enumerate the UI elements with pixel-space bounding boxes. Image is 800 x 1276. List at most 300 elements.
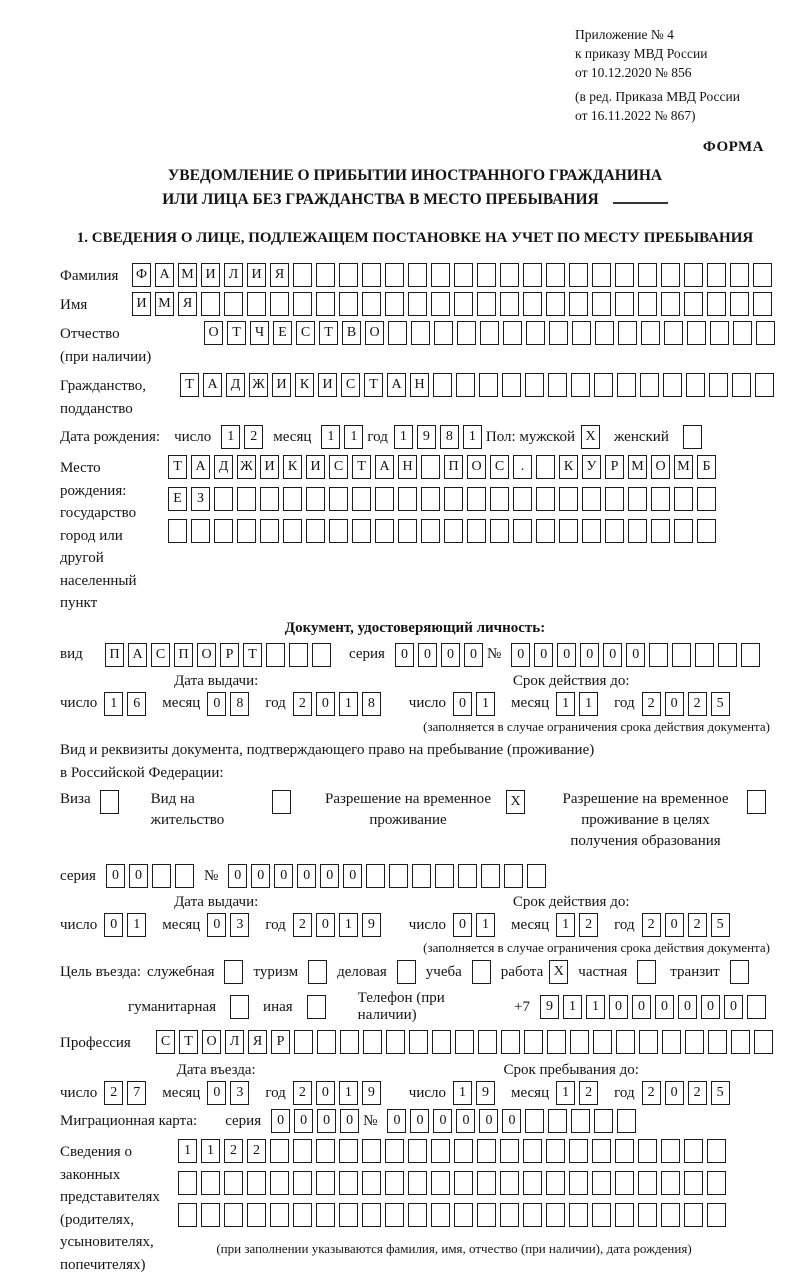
char-cell[interactable] xyxy=(398,487,417,511)
char-cell[interactable]: 0 xyxy=(534,643,553,667)
char-cell[interactable] xyxy=(569,1171,588,1195)
char-cell[interactable] xyxy=(730,292,749,316)
char-cell[interactable] xyxy=(756,321,775,345)
char-cell[interactable] xyxy=(501,1030,520,1054)
char-cell[interactable] xyxy=(201,292,220,316)
char-cell[interactable] xyxy=(592,1139,611,1163)
char-cell[interactable]: 0 xyxy=(511,643,530,667)
char-cell[interactable] xyxy=(270,292,289,316)
char-cell[interactable]: 1 xyxy=(339,913,358,937)
char-cell[interactable] xyxy=(592,1171,611,1195)
char-cell[interactable]: 0 xyxy=(464,643,483,667)
char-cell[interactable] xyxy=(527,864,546,888)
char-cell[interactable] xyxy=(352,487,371,511)
char-cell[interactable] xyxy=(385,292,404,316)
char-cell[interactable]: 0 xyxy=(701,995,720,1019)
char-cell[interactable]: 0 xyxy=(632,995,651,1019)
char-cell[interactable]: 0 xyxy=(104,913,123,937)
char-cell[interactable]: 2 xyxy=(293,1081,312,1105)
char-cell[interactable] xyxy=(362,263,381,287)
char-cell[interactable]: Е xyxy=(168,487,187,511)
char-cell[interactable]: А xyxy=(387,373,406,397)
char-cell[interactable] xyxy=(640,373,659,397)
char-cell[interactable] xyxy=(175,864,194,888)
char-cell[interactable] xyxy=(490,519,509,543)
char-cell[interactable]: 3 xyxy=(230,1081,249,1105)
char-cell[interactable]: 7 xyxy=(127,1081,146,1105)
char-cell[interactable] xyxy=(559,519,578,543)
char-cell[interactable] xyxy=(618,321,637,345)
char-cell[interactable]: 2 xyxy=(224,1139,243,1163)
char-cell[interactable] xyxy=(293,1139,312,1163)
char-cell[interactable] xyxy=(592,263,611,287)
char-cell[interactable]: 0 xyxy=(251,864,270,888)
char-cell[interactable] xyxy=(411,321,430,345)
char-cell[interactable]: 9 xyxy=(540,995,559,1019)
char-cell[interactable] xyxy=(477,1203,496,1227)
char-cell[interactable]: 0 xyxy=(665,1081,684,1105)
char-cell[interactable] xyxy=(662,1030,681,1054)
char-cell[interactable] xyxy=(283,519,302,543)
purpose-private-checkbox[interactable] xyxy=(637,960,656,984)
char-cell[interactable] xyxy=(569,263,588,287)
char-cell[interactable]: 1 xyxy=(556,913,575,937)
char-cell[interactable]: 6 xyxy=(127,692,146,716)
char-cell[interactable]: 0 xyxy=(316,1081,335,1105)
char-cell[interactable]: Ж xyxy=(249,373,268,397)
char-cell[interactable] xyxy=(549,321,568,345)
char-cell[interactable] xyxy=(237,487,256,511)
char-cell[interactable]: И xyxy=(272,373,291,397)
char-cell[interactable]: 0 xyxy=(456,1109,475,1133)
char-cell[interactable] xyxy=(293,1203,312,1227)
char-cell[interactable]: Т xyxy=(243,643,262,667)
char-cell[interactable] xyxy=(479,373,498,397)
char-cell[interactable]: 0 xyxy=(129,864,148,888)
char-cell[interactable]: Р xyxy=(605,455,624,479)
char-cell[interactable] xyxy=(456,373,475,397)
char-cell[interactable] xyxy=(593,1030,612,1054)
char-cell[interactable] xyxy=(674,487,693,511)
char-cell[interactable] xyxy=(431,1139,450,1163)
char-cell[interactable]: И xyxy=(247,263,266,287)
char-cell[interactable] xyxy=(316,1171,335,1195)
char-cell[interactable] xyxy=(398,519,417,543)
char-cell[interactable]: Р xyxy=(271,1030,290,1054)
temp-residence-checkbox[interactable]: X xyxy=(506,790,525,814)
char-cell[interactable]: 0 xyxy=(655,995,674,1019)
char-cell[interactable]: 0 xyxy=(502,1109,521,1133)
char-cell[interactable] xyxy=(615,1171,634,1195)
char-cell[interactable] xyxy=(747,995,766,1019)
char-cell[interactable] xyxy=(707,1203,726,1227)
char-cell[interactable] xyxy=(663,373,682,397)
char-cell[interactable] xyxy=(363,1030,382,1054)
char-cell[interactable]: Ч xyxy=(250,321,269,345)
char-cell[interactable]: А xyxy=(191,455,210,479)
char-cell[interactable] xyxy=(617,373,636,397)
char-cell[interactable] xyxy=(481,864,500,888)
char-cell[interactable] xyxy=(247,1171,266,1195)
char-cell[interactable]: 1 xyxy=(579,692,598,716)
char-cell[interactable]: 2 xyxy=(579,913,598,937)
char-cell[interactable]: 0 xyxy=(294,1109,313,1133)
char-cell[interactable] xyxy=(536,487,555,511)
char-cell[interactable]: Т xyxy=(179,1030,198,1054)
char-cell[interactable] xyxy=(362,292,381,316)
char-cell[interactable]: 0 xyxy=(228,864,247,888)
char-cell[interactable] xyxy=(615,1139,634,1163)
char-cell[interactable] xyxy=(707,292,726,316)
char-cell[interactable] xyxy=(385,263,404,287)
char-cell[interactable] xyxy=(477,292,496,316)
purpose-study-checkbox[interactable] xyxy=(472,960,491,984)
char-cell[interactable] xyxy=(684,292,703,316)
purpose-business-checkbox[interactable] xyxy=(224,960,243,984)
char-cell[interactable] xyxy=(444,487,463,511)
char-cell[interactable]: 0 xyxy=(609,995,628,1019)
char-cell[interactable] xyxy=(339,292,358,316)
char-cell[interactable]: 0 xyxy=(387,1109,406,1133)
char-cell[interactable] xyxy=(569,1139,588,1163)
char-cell[interactable]: М xyxy=(628,455,647,479)
char-cell[interactable]: 8 xyxy=(230,692,249,716)
char-cell[interactable] xyxy=(615,263,634,287)
char-cell[interactable] xyxy=(408,1203,427,1227)
char-cell[interactable]: 1 xyxy=(339,1081,358,1105)
char-cell[interactable] xyxy=(707,1139,726,1163)
char-cell[interactable] xyxy=(388,321,407,345)
char-cell[interactable] xyxy=(421,455,440,479)
char-cell[interactable] xyxy=(651,487,670,511)
char-cell[interactable]: 1 xyxy=(394,425,413,449)
char-cell[interactable] xyxy=(467,519,486,543)
char-cell[interactable] xyxy=(684,1171,703,1195)
char-cell[interactable] xyxy=(651,519,670,543)
char-cell[interactable]: И xyxy=(306,455,325,479)
char-cell[interactable] xyxy=(385,1171,404,1195)
char-cell[interactable] xyxy=(570,1030,589,1054)
char-cell[interactable]: К xyxy=(559,455,578,479)
char-cell[interactable] xyxy=(638,1139,657,1163)
char-cell[interactable]: 2 xyxy=(642,1081,661,1105)
char-cell[interactable] xyxy=(306,519,325,543)
char-cell[interactable]: 2 xyxy=(688,913,707,937)
char-cell[interactable]: С xyxy=(151,643,170,667)
char-cell[interactable] xyxy=(525,1109,544,1133)
char-cell[interactable]: А xyxy=(128,643,147,667)
char-cell[interactable] xyxy=(695,643,714,667)
char-cell[interactable] xyxy=(478,1030,497,1054)
char-cell[interactable] xyxy=(524,1030,543,1054)
char-cell[interactable] xyxy=(523,1139,542,1163)
char-cell[interactable]: 1 xyxy=(476,913,495,937)
char-cell[interactable] xyxy=(710,321,729,345)
char-cell[interactable] xyxy=(339,1171,358,1195)
char-cell[interactable] xyxy=(168,519,187,543)
char-cell[interactable]: 2 xyxy=(579,1081,598,1105)
char-cell[interactable]: 9 xyxy=(417,425,436,449)
char-cell[interactable]: 2 xyxy=(247,1139,266,1163)
char-cell[interactable] xyxy=(237,519,256,543)
char-cell[interactable]: Е xyxy=(273,321,292,345)
char-cell[interactable]: 0 xyxy=(106,864,125,888)
char-cell[interactable]: 0 xyxy=(557,643,576,667)
char-cell[interactable] xyxy=(389,864,408,888)
char-cell[interactable] xyxy=(548,1109,567,1133)
char-cell[interactable]: 2 xyxy=(642,913,661,937)
char-cell[interactable] xyxy=(431,1171,450,1195)
char-cell[interactable] xyxy=(366,864,385,888)
char-cell[interactable] xyxy=(523,263,542,287)
char-cell[interactable]: 1 xyxy=(563,995,582,1019)
char-cell[interactable] xyxy=(362,1171,381,1195)
char-cell[interactable]: И xyxy=(318,373,337,397)
char-cell[interactable] xyxy=(340,1030,359,1054)
char-cell[interactable]: Н xyxy=(410,373,429,397)
char-cell[interactable] xyxy=(707,1171,726,1195)
char-cell[interactable] xyxy=(247,1203,266,1227)
purpose-humanitarian-checkbox[interactable] xyxy=(230,995,249,1019)
char-cell[interactable] xyxy=(477,1139,496,1163)
char-cell[interactable] xyxy=(283,487,302,511)
char-cell[interactable]: 0 xyxy=(207,692,226,716)
char-cell[interactable] xyxy=(592,1203,611,1227)
char-cell[interactable] xyxy=(316,263,335,287)
char-cell[interactable]: 2 xyxy=(688,692,707,716)
char-cell[interactable]: М xyxy=(155,292,174,316)
char-cell[interactable] xyxy=(685,1030,704,1054)
char-cell[interactable]: И xyxy=(201,263,220,287)
char-cell[interactable]: О xyxy=(651,455,670,479)
char-cell[interactable] xyxy=(375,487,394,511)
char-cell[interactable] xyxy=(661,292,680,316)
char-cell[interactable] xyxy=(628,487,647,511)
char-cell[interactable]: 0 xyxy=(320,864,339,888)
char-cell[interactable]: 2 xyxy=(104,1081,123,1105)
char-cell[interactable]: 0 xyxy=(317,1109,336,1133)
char-cell[interactable] xyxy=(605,519,624,543)
char-cell[interactable] xyxy=(289,643,308,667)
char-cell[interactable]: 0 xyxy=(665,692,684,716)
char-cell[interactable] xyxy=(201,1203,220,1227)
char-cell[interactable] xyxy=(191,519,210,543)
char-cell[interactable]: 1 xyxy=(463,425,482,449)
char-cell[interactable] xyxy=(730,263,749,287)
char-cell[interactable] xyxy=(339,1139,358,1163)
char-cell[interactable] xyxy=(266,643,285,667)
char-cell[interactable]: М xyxy=(674,455,693,479)
char-cell[interactable] xyxy=(500,1203,519,1227)
char-cell[interactable] xyxy=(718,643,737,667)
char-cell[interactable] xyxy=(500,263,519,287)
char-cell[interactable] xyxy=(224,1171,243,1195)
char-cell[interactable] xyxy=(294,1030,313,1054)
char-cell[interactable] xyxy=(480,321,499,345)
char-cell[interactable] xyxy=(708,1030,727,1054)
char-cell[interactable] xyxy=(661,1139,680,1163)
char-cell[interactable]: Т xyxy=(352,455,371,479)
char-cell[interactable] xyxy=(454,1139,473,1163)
char-cell[interactable] xyxy=(513,519,532,543)
char-cell[interactable] xyxy=(500,292,519,316)
char-cell[interactable] xyxy=(628,519,647,543)
char-cell[interactable] xyxy=(569,1203,588,1227)
char-cell[interactable]: 0 xyxy=(207,1081,226,1105)
char-cell[interactable] xyxy=(582,487,601,511)
char-cell[interactable]: И xyxy=(132,292,151,316)
char-cell[interactable] xyxy=(615,1203,634,1227)
char-cell[interactable]: 0 xyxy=(343,864,362,888)
char-cell[interactable] xyxy=(638,1203,657,1227)
char-cell[interactable]: 3 xyxy=(230,913,249,937)
char-cell[interactable] xyxy=(312,643,331,667)
char-cell[interactable]: З xyxy=(191,487,210,511)
char-cell[interactable] xyxy=(467,487,486,511)
char-cell[interactable]: Т xyxy=(168,455,187,479)
char-cell[interactable] xyxy=(569,292,588,316)
char-cell[interactable]: Ж xyxy=(237,455,256,479)
char-cell[interactable]: 0 xyxy=(274,864,293,888)
char-cell[interactable] xyxy=(525,373,544,397)
char-cell[interactable] xyxy=(617,1109,636,1133)
char-cell[interactable]: 1 xyxy=(453,1081,472,1105)
char-cell[interactable] xyxy=(152,864,171,888)
char-cell[interactable] xyxy=(316,292,335,316)
purpose-other-checkbox[interactable] xyxy=(307,995,326,1019)
char-cell[interactable]: 0 xyxy=(453,913,472,937)
char-cell[interactable] xyxy=(684,1203,703,1227)
char-cell[interactable]: 1 xyxy=(476,692,495,716)
char-cell[interactable]: 0 xyxy=(410,1109,429,1133)
char-cell[interactable] xyxy=(546,1139,565,1163)
char-cell[interactable] xyxy=(687,321,706,345)
char-cell[interactable] xyxy=(362,1203,381,1227)
char-cell[interactable]: А xyxy=(375,455,394,479)
char-cell[interactable]: 9 xyxy=(362,913,381,937)
char-cell[interactable]: 1 xyxy=(127,913,146,937)
char-cell[interactable] xyxy=(661,263,680,287)
char-cell[interactable] xyxy=(605,487,624,511)
char-cell[interactable]: Л xyxy=(224,263,243,287)
char-cell[interactable] xyxy=(707,263,726,287)
char-cell[interactable]: И xyxy=(260,455,279,479)
char-cell[interactable] xyxy=(339,1203,358,1227)
char-cell[interactable] xyxy=(293,263,312,287)
char-cell[interactable] xyxy=(500,1171,519,1195)
char-cell[interactable]: 1 xyxy=(344,425,363,449)
gender-male-checkbox[interactable]: X xyxy=(581,425,600,449)
char-cell[interactable]: Б xyxy=(697,455,716,479)
char-cell[interactable] xyxy=(513,487,532,511)
char-cell[interactable] xyxy=(638,1171,657,1195)
char-cell[interactable] xyxy=(214,487,233,511)
char-cell[interactable]: Ф xyxy=(132,263,151,287)
char-cell[interactable]: 0 xyxy=(340,1109,359,1133)
char-cell[interactable]: 0 xyxy=(479,1109,498,1133)
char-cell[interactable] xyxy=(741,643,760,667)
char-cell[interactable]: 0 xyxy=(271,1109,290,1133)
char-cell[interactable] xyxy=(523,292,542,316)
char-cell[interactable]: С xyxy=(490,455,509,479)
char-cell[interactable] xyxy=(639,1030,658,1054)
char-cell[interactable]: Д xyxy=(226,373,245,397)
purpose-tourism-checkbox[interactable] xyxy=(308,960,327,984)
char-cell[interactable] xyxy=(753,292,772,316)
char-cell[interactable]: 0 xyxy=(297,864,316,888)
char-cell[interactable]: К xyxy=(283,455,302,479)
char-cell[interactable] xyxy=(247,292,266,316)
char-cell[interactable] xyxy=(431,1203,450,1227)
char-cell[interactable] xyxy=(385,1203,404,1227)
char-cell[interactable] xyxy=(649,643,668,667)
char-cell[interactable] xyxy=(571,373,590,397)
visa-checkbox[interactable] xyxy=(100,790,119,814)
char-cell[interactable]: 0 xyxy=(316,692,335,716)
char-cell[interactable] xyxy=(454,263,473,287)
char-cell[interactable]: . xyxy=(513,455,532,479)
char-cell[interactable] xyxy=(502,373,521,397)
char-cell[interactable]: Т xyxy=(364,373,383,397)
char-cell[interactable] xyxy=(458,864,477,888)
char-cell[interactable]: О xyxy=(365,321,384,345)
char-cell[interactable]: 2 xyxy=(688,1081,707,1105)
char-cell[interactable] xyxy=(546,1171,565,1195)
char-cell[interactable] xyxy=(638,263,657,287)
char-cell[interactable] xyxy=(457,321,476,345)
char-cell[interactable] xyxy=(386,1030,405,1054)
char-cell[interactable]: 0 xyxy=(678,995,697,1019)
char-cell[interactable] xyxy=(732,373,751,397)
char-cell[interactable] xyxy=(490,487,509,511)
char-cell[interactable]: Т xyxy=(180,373,199,397)
char-cell[interactable] xyxy=(709,373,728,397)
char-cell[interactable] xyxy=(664,321,683,345)
char-cell[interactable] xyxy=(454,1203,473,1227)
char-cell[interactable]: 5 xyxy=(711,913,730,937)
char-cell[interactable] xyxy=(477,1171,496,1195)
char-cell[interactable] xyxy=(754,1030,773,1054)
char-cell[interactable] xyxy=(697,487,716,511)
char-cell[interactable] xyxy=(546,263,565,287)
char-cell[interactable]: 2 xyxy=(642,692,661,716)
char-cell[interactable] xyxy=(616,1030,635,1054)
char-cell[interactable]: 1 xyxy=(178,1139,197,1163)
char-cell[interactable]: 8 xyxy=(362,692,381,716)
char-cell[interactable] xyxy=(375,519,394,543)
char-cell[interactable] xyxy=(594,373,613,397)
purpose-work-checkbox[interactable]: X xyxy=(549,960,568,984)
char-cell[interactable] xyxy=(362,1139,381,1163)
char-cell[interactable] xyxy=(684,1139,703,1163)
char-cell[interactable] xyxy=(546,292,565,316)
char-cell[interactable] xyxy=(753,263,772,287)
char-cell[interactable]: О xyxy=(467,455,486,479)
char-cell[interactable] xyxy=(435,864,454,888)
char-cell[interactable] xyxy=(523,1203,542,1227)
char-cell[interactable] xyxy=(421,519,440,543)
char-cell[interactable] xyxy=(432,1030,451,1054)
char-cell[interactable] xyxy=(536,455,555,479)
purpose-commercial-checkbox[interactable] xyxy=(397,960,416,984)
char-cell[interactable] xyxy=(594,1109,613,1133)
char-cell[interactable] xyxy=(431,263,450,287)
char-cell[interactable] xyxy=(178,1171,197,1195)
char-cell[interactable] xyxy=(316,1203,335,1227)
char-cell[interactable] xyxy=(270,1139,289,1163)
char-cell[interactable]: 0 xyxy=(441,643,460,667)
char-cell[interactable] xyxy=(409,1030,428,1054)
